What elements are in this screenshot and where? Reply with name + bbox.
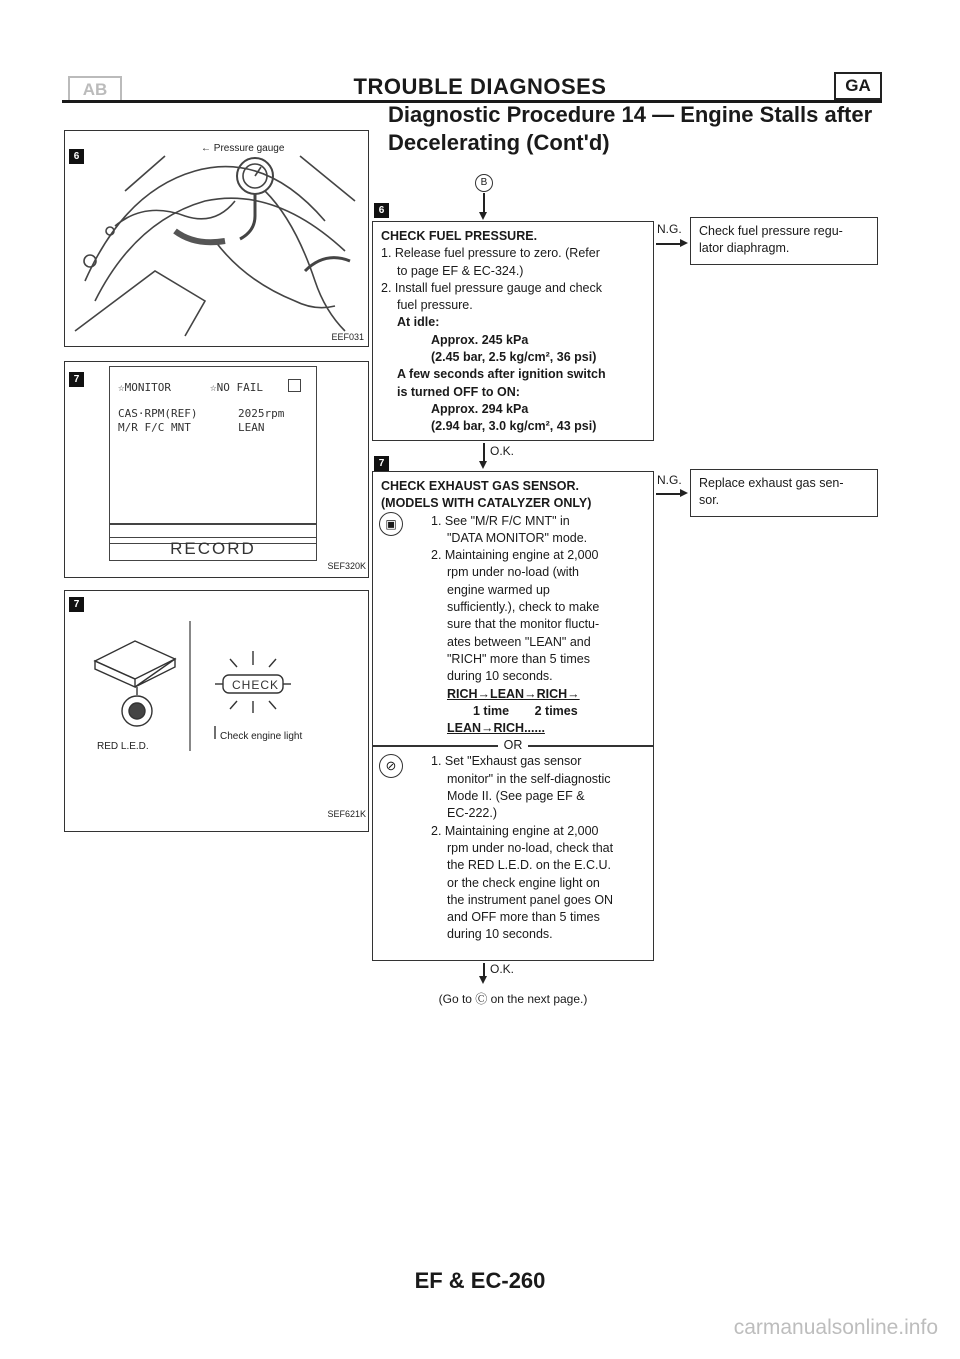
figure-code: SEF320K (327, 561, 366, 571)
arrow-down-icon (479, 212, 487, 220)
figure-consult-screen (64, 361, 369, 578)
consult-screen (109, 366, 317, 544)
step7-b1: 1. Set "Exhaust gas sensor (431, 754, 582, 769)
section-badge-right: GA (834, 72, 882, 100)
figure-check-engine-light (64, 590, 369, 832)
step7-b2-line: the RED L.E.D. on the E.C.U. (447, 858, 611, 873)
pressure-gauge-label-text: Pressure gauge (213, 143, 285, 154)
step7-a1b: "DATA MONITOR" mode. (447, 530, 588, 545)
monitor-row2-value: LEAN (238, 421, 265, 434)
step7-seq1: RICH→LEAN→RICH→ (447, 686, 580, 701)
procedure-title-line1: Diagnostic Procedure 14 — Engine Stalls after (388, 102, 873, 127)
step7-a2-line: sure that the monitor fluctu- (447, 617, 600, 632)
monitor-header-right: ☆NO FAIL (210, 381, 263, 394)
step6-spec1: Approx. 245 kPa (431, 332, 529, 347)
arrow-right-icon (680, 239, 688, 247)
step7-b2-line: rpm under no-load, check that (447, 840, 614, 855)
pressure-gauge-illustration (65, 131, 365, 343)
step7-seq2b: 2 times (534, 703, 578, 718)
step7-a2-line: rpm under no-load (with (447, 565, 580, 580)
flow-line (483, 963, 485, 977)
step6-item2: 2. Install fuel pressure gauge and check (381, 280, 602, 295)
step7-a2-line: during 10 seconds. (447, 669, 553, 684)
or-separator (381, 737, 645, 753)
step7-b1-line: EC-222.) (447, 806, 498, 821)
step-badge-6: 6 (374, 203, 389, 218)
or-label: OR (498, 738, 529, 752)
step7-heading2: (MODELS WITH CATALYZER ONLY) (381, 496, 592, 511)
procedure-title-line2: Decelerating (Cont'd) (388, 130, 610, 155)
figure-code: EEF031 (331, 332, 364, 342)
checkbox-icon (288, 379, 301, 392)
step7-b1-line: monitor" in the self-diagnostic (447, 771, 611, 786)
step7-a2-line: ates between "LEAN" and (447, 634, 591, 649)
check-engine-light-label: CHECK (232, 678, 280, 692)
step6-spec2: Approx. 294 kPa (431, 401, 529, 416)
red-led-label: RED L.E.D. (97, 741, 149, 752)
arrow-left-icon: ← (201, 143, 211, 154)
step-badge-7: 7 (374, 456, 389, 471)
step7-a2: 2. Maintaining engine at 2,000 (431, 548, 599, 563)
watermark: carmanualsonline.info (733, 1316, 938, 1339)
monitor-row2-label: M/R F/C MNT (118, 421, 191, 434)
procedure-title (388, 101, 908, 157)
step6-item1b: to page EF & EC-324.) (397, 263, 524, 278)
step7-b2-line: or the check engine light on (447, 875, 600, 890)
step6-few-sec: A few seconds after ignition switch (397, 367, 606, 382)
section-badge-left: AB (68, 76, 122, 102)
arrow-down-icon (479, 461, 487, 469)
check-engine-light-caption: Check engine light (220, 731, 303, 742)
step7-b2-line: the instrument panel goes ON (447, 892, 614, 907)
step7-b2: 2. Maintaining engine at 2,000 (431, 823, 599, 838)
pressure-gauge-label (201, 143, 284, 154)
step6-spec1b: (2.45 bar, 2.5 kg/cm², 36 psi) (431, 350, 597, 365)
step7-heading1: CHECK EXHAUST GAS SENSOR. (381, 479, 579, 493)
step7-a2-line: sufficiently.), check to make (447, 600, 600, 615)
screen-divider (110, 523, 316, 525)
monitor-row1-label: CAS·RPM(REF) (118, 407, 198, 420)
step-badge-7: 7 (69, 597, 84, 612)
check-exhaust-gas-sensor-box (372, 471, 654, 961)
arrow-right-icon (680, 489, 688, 497)
step6-at-idle: At idle: (397, 315, 440, 330)
step7-a2-line: "RICH" more than 5 times (447, 651, 590, 666)
goto-next-page: (Go to Ⓒ on the next page.) (438, 992, 588, 1006)
replace-sensor-box: Replace exhaust gas sen- sor. (690, 469, 878, 517)
step7-seq3: LEAN→RICH...... (447, 721, 545, 736)
arrow-down-icon (479, 976, 487, 984)
flow-line (483, 443, 485, 463)
page-number: EF & EC-260 (414, 1268, 546, 1293)
step7-a2-line: engine warmed up (447, 582, 550, 597)
page-header-title: TROUBLE DIAGNOSES (353, 74, 607, 99)
monitor-header-left: ☆MONITOR (118, 381, 171, 394)
figure-code: SEF621K (327, 809, 366, 819)
ok-label: O.K. (490, 962, 515, 976)
step6-heading: CHECK FUEL PRESSURE. (381, 229, 538, 243)
step7-seq2 (381, 703, 645, 720)
monitor-row1-value: 2025rpm (238, 407, 285, 420)
ng-label: N.G. (657, 473, 682, 487)
step6-item1: 1. Release fuel pressure to zero. (Refer (381, 246, 600, 261)
step7-b2-line: during 10 seconds. (447, 927, 553, 942)
no-consult-icon: ⊘ (379, 754, 403, 778)
figure-pressure-gauge (64, 130, 369, 347)
led-ecu-illustration (65, 591, 365, 811)
step7-seq2a: 1 time (473, 703, 510, 718)
step-badge-6: 6 (69, 149, 84, 164)
step7-b2-line: and OFF more than 5 times (447, 910, 600, 925)
ok-label: O.K. (490, 444, 515, 458)
step7-a1: 1. See "M/R F/C MNT" in (431, 513, 570, 528)
ng-label: N.G. (657, 222, 682, 236)
check-regulator-box: Check fuel pressure regu- lator diaphragm. (690, 217, 878, 265)
ng-line (656, 493, 680, 495)
check-fuel-pressure-box (372, 221, 654, 441)
ng-line (656, 243, 680, 245)
step6-spec2b: (2.94 bar, 3.0 kg/cm², 43 psi) (431, 419, 597, 434)
consult-tool-icon: ▣ (379, 512, 403, 536)
flow-line (483, 193, 485, 213)
step6-item2b: fuel pressure. (397, 298, 473, 313)
step7-b1-line: Mode II. (See page EF & (447, 789, 585, 804)
step6-few-sec-b: is turned OFF to ON: (397, 384, 520, 399)
flow-start-ref: B (475, 174, 493, 192)
record-button[interactable]: RECORD (109, 537, 317, 561)
step-badge-7: 7 (69, 372, 84, 387)
